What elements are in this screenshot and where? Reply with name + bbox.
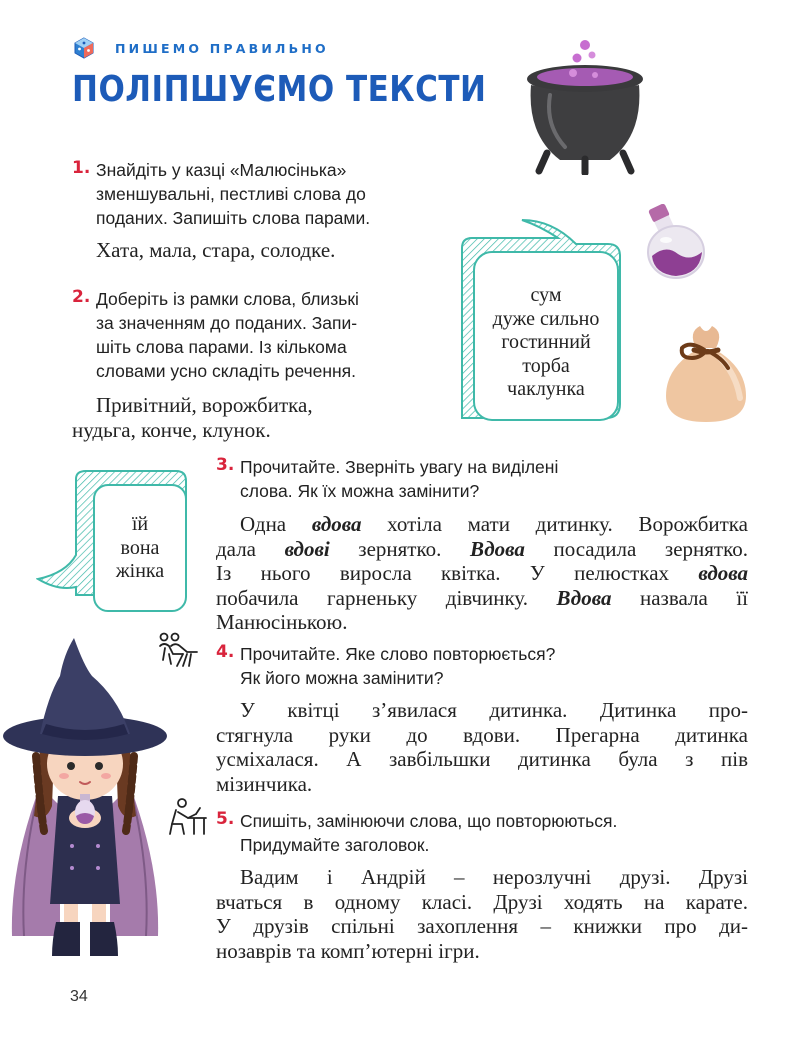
- task-5-text: [216, 865, 748, 963]
- text-line: нозаврів та комп’ютерні ігри.: [216, 938, 480, 963]
- instruction-line: Як його можна замінити?: [240, 668, 444, 688]
- instruction-line: Придумайте заголовок.: [240, 835, 430, 855]
- word-box-item: торба: [522, 354, 570, 377]
- highlighted-word: Вдова: [556, 585, 612, 610]
- text-line: стягнула руки до вдови. Прегарна дитинка: [216, 722, 748, 747]
- highlighted-word: вдова: [311, 512, 362, 536]
- instruction-line: шіть слова парами. Із кількома: [96, 337, 347, 357]
- words-line: Привітний, ворожбитка,: [96, 393, 313, 417]
- instruction-line: Прочитайте. Яке слово повторюється?: [240, 644, 556, 664]
- hint-box-item: їй: [131, 513, 149, 535]
- instruction-line: Доберіть із рамки слова, близькі: [96, 289, 359, 309]
- task-number: 5.: [216, 809, 235, 829]
- task-4-text: [216, 698, 748, 796]
- task-number: 4.: [216, 642, 235, 662]
- text-line: мізинчика.: [216, 771, 313, 796]
- text-line: Манюсінькою.: [216, 610, 348, 634]
- page-number: 34: [70, 988, 88, 1005]
- task-3-instructions: [240, 455, 740, 503]
- text-line: У квітці з’явилася дитинка. Дитинка про-: [240, 698, 748, 722]
- word-box-item: чаклунка: [507, 378, 585, 400]
- instruction-line: поданих. Запишіть слова парами.: [96, 208, 371, 228]
- word-box-item: сум: [530, 284, 562, 306]
- text-line: Вадим і Андрій – нерозлучні друзі. Друзі: [240, 865, 748, 889]
- task-4-instructions: [240, 642, 740, 690]
- hint-box-item: жінка: [115, 560, 165, 582]
- instruction-line: словами усно складіть речення.: [96, 361, 356, 381]
- highlighted-word: вдові: [284, 536, 330, 561]
- task-2-instructions: [96, 287, 426, 383]
- hint-box-item: вона: [120, 536, 160, 559]
- cauldron-icon: [515, 35, 655, 175]
- instruction-line: Прочитайте. Зверніть увагу на виділені: [240, 457, 559, 477]
- potion-bottle-icon: [636, 204, 712, 282]
- instruction-line: Спишіть, замінюючи слова, що повторюються.: [240, 811, 618, 831]
- highlighted-word: вдова: [698, 561, 748, 585]
- instruction-line: Знайдіть у казці «Малюсінька»: [96, 160, 347, 180]
- task-1-instructions: [96, 158, 426, 230]
- text-line: вчаться в одному класі. Друзі ходять на карате.: [216, 889, 748, 914]
- task-2-words: [72, 393, 313, 442]
- words-line: нудьга, конче, клунок.: [72, 417, 271, 442]
- instruction-line: за значенням до поданих. Запи-: [96, 313, 358, 333]
- task-number: 1.: [72, 158, 91, 178]
- task-5-instructions: [240, 809, 740, 857]
- page-title: ПОЛІПШУЄМО ТЕКСТИ: [72, 69, 487, 111]
- section-label: ПИШЕМО ПРАВИЛЬНО: [115, 41, 329, 56]
- highlighted-word: Вдова: [469, 536, 525, 561]
- text-line: Із нього виросла квітка. У пелюстках вдова: [216, 561, 748, 585]
- text-line: побачила гарненьку дівчинку. Вдова назвала її: [216, 585, 748, 610]
- text-line: У друзів спільні захоплення – книжки про ди-: [216, 914, 748, 938]
- instruction-line: зменшувальні, пестливі слова до: [96, 184, 366, 204]
- task-3-text: [216, 512, 748, 635]
- dice-icon: [72, 36, 96, 60]
- witch-girl-illustration: [0, 636, 170, 976]
- text-line: дала вдові зернятко. Вдова посадила зернятко.: [216, 536, 748, 561]
- task-number: 2.: [72, 287, 91, 307]
- word-box-list: [474, 284, 618, 402]
- instruction-line: слова. Як їх можна замінити?: [240, 481, 480, 501]
- text-line: усміхалася. А завбільшки дитинка була з пів: [216, 747, 748, 771]
- word-box-item: дуже сильно: [492, 307, 600, 330]
- word-box-item: гостинний: [501, 331, 591, 353]
- task-1-words: Хата, мала, стара, солодке.: [96, 238, 336, 262]
- hint-box-list: [96, 513, 184, 584]
- text-line: Одна вдова хотіла мати дитинку. Ворожбитка: [240, 512, 748, 536]
- sack-icon: [660, 318, 752, 426]
- writing-student-icon: [166, 798, 208, 838]
- task-number: 3.: [216, 455, 235, 475]
